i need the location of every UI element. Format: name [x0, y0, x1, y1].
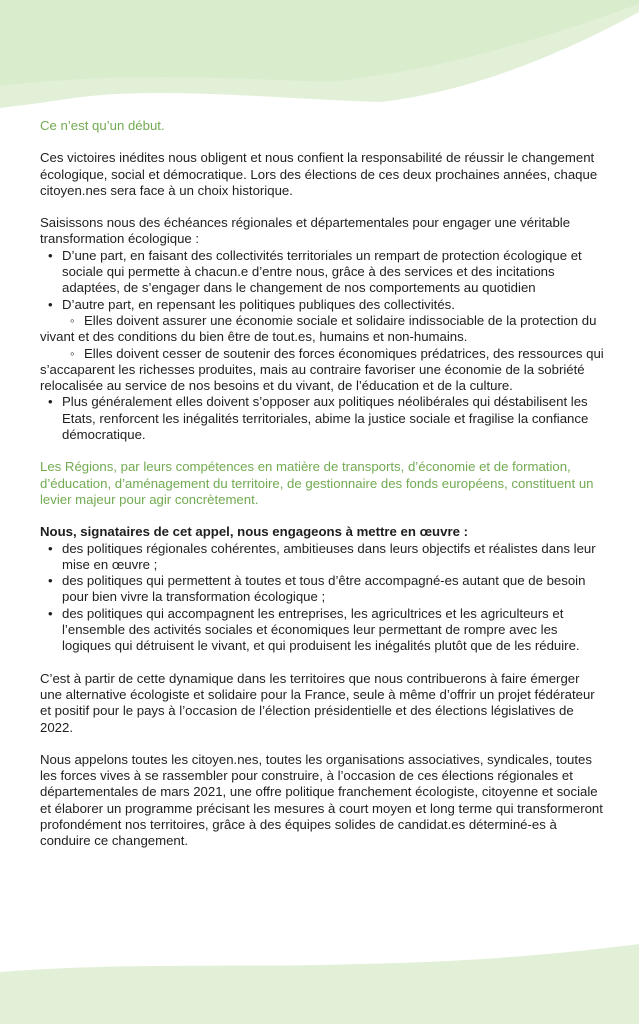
- bottom-decorative-wave: [0, 944, 639, 1024]
- bullet-icon: •: [48, 296, 53, 312]
- commitments-heading: Nous, signataires de cet appel, nous engageons à mettre en œuvre :: [40, 524, 468, 540]
- bullet-icon: •: [48, 573, 53, 589]
- list-item: • D’une part, en faisant des collectivités territoriales un rempart de protection écologique et sociale qui permette à chacun.e d’entre nous, grâce à des services et des incitations adaptées, de s’engager dans le changement de nos comportements au quotidien: [48, 247, 582, 296]
- list-item: • des politiques qui accompagnent les entreprises, les agricultrices et les agriculteurs et l’ensemble des activités sociales et économiques leur permettant de rompre avec les logiques qui détruisent le vivant, et qui produisent les inégalités plutôt que de les réduire.: [48, 605, 580, 654]
- regions-highlight: Les Régions, par leurs compétences en matière de transports, d’économie et de formation, d’éducation, d’aménagement du territoire, de gestionnaire des fonds européens, constituent un levier majeur pour agir concrètement.: [40, 459, 594, 507]
- list-item: • D’autre part, en repensant les politiques publiques des collectivités.: [48, 296, 455, 312]
- bullet-icon: •: [48, 247, 53, 263]
- intro-text: Ce n’est qu’un début.: [40, 118, 165, 133]
- circle-bullet-icon: ◦: [70, 312, 75, 328]
- list-item: • des politiques qui permettent à toutes et tous d’être accompagné-es autant que de besoin pour bien vivre la transformation écologique ;: [48, 573, 586, 605]
- paragraph-dynamique: C’est à partir de cette dynamique dans les territoires que nous contribuerons à faire émerger une alternative écologiste et solidaire pour la France, seule à même d’offrir un projet fédérateur et positif pour le pays à l’occasion de l’élection présidentielle et des élections législatives de 2022.: [40, 670, 595, 735]
- document-body: [40, 118, 605, 850]
- paragraph-echeances: Saisissons nous des échéances régionales et départementales pour engager une véritable transformation écologique :: [40, 215, 571, 247]
- list-item: • des politiques régionales cohérentes, ambitieuses dans leurs objectifs et réalistes dans leur mise en œuvre ;: [48, 540, 596, 572]
- paragraph-appel: Nous appelons toutes les citoyen.nes, toutes les organisations associatives, syndicales, toutes les forces vives à se rassembler pour construire, à l’occasion de ces élections régionales et départementales de mars 2021, une offre politique franchement écologiste, citoyenne et sociale et élaborer un programme précisant les mesures à court moyen et long terme qui transformeront profondément nos territoires, grâce à des équipes solides de candidat.es déterminé-es à conduire ce changement.: [40, 751, 603, 849]
- sub-list-item: ◦ Elles doivent cesser de soutenir des forces économiques prédatrices, des ressources qui s’accaparent les richesses produites, mais au contraire favoriser une économie de la sobriété relocalisée au service de nos besoins et du vivant, de l’éducation et de la culture.: [40, 345, 604, 394]
- top-decorative-wave: [0, 0, 639, 110]
- bullet-icon: •: [48, 605, 53, 621]
- bullet-icon: •: [48, 540, 53, 556]
- list-item: • Plus généralement elles doivent s’opposer aux politiques néolibérales qui déstabilisent les Etats, renforcent les inégalités territoriales, abime la justice sociale et fragilise la confiance démocratique.: [48, 394, 589, 443]
- paragraph-victoires: Ces victoires inédites nous obligent et nous confient la responsabilité de réussir le changement écologique, social et démocratique. Lors des élections de ces deux prochaines années, chaque citoyen.nes sera face à un choix historique.: [40, 150, 598, 198]
- sub-list-item: ◦ Elles doivent assurer une économie sociale et solidaire indissociable de la protection du vivant et des conditions du bien être de tout.es, humains et non-humains.: [40, 312, 597, 345]
- bullet-icon: •: [48, 394, 53, 410]
- circle-bullet-icon: ◦: [70, 345, 75, 361]
